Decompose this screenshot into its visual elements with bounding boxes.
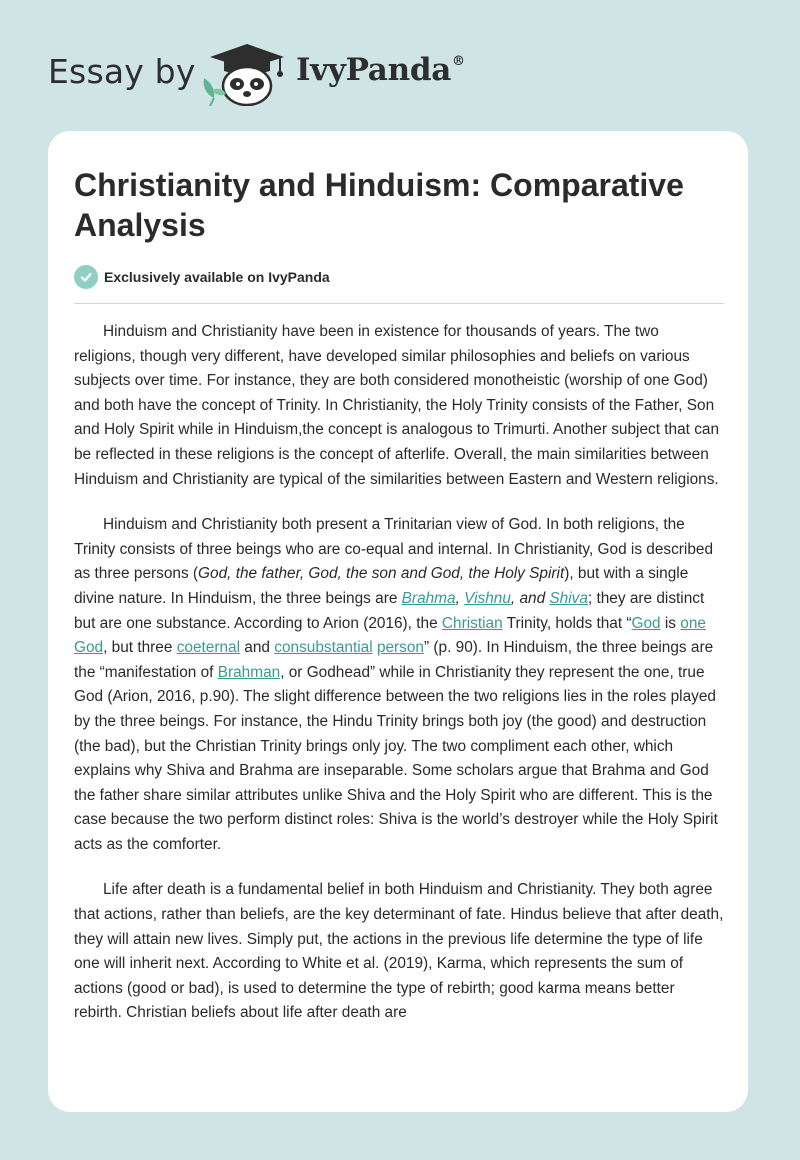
text-span: ), but with a single divine nature. In Hinduism, the three beings are (74, 565, 689, 607)
link-god[interactable]: God (631, 614, 661, 632)
link-person[interactable]: person (376, 639, 424, 657)
brand-label: IvyPanda (296, 52, 451, 88)
link-vishnu[interactable]: Vishnu (464, 589, 511, 607)
italic-span: God, the father, God, the son and God, the Holy Spirit (198, 565, 565, 583)
brand-name (296, 52, 465, 88)
link-coeternal[interactable]: coeternal (176, 639, 241, 657)
text-span: ; they are distinct but are one substance. According to Arion (2016), the (74, 589, 705, 632)
article-body (74, 320, 724, 1047)
text-span: , (455, 589, 465, 607)
registered-mark: ® (452, 54, 465, 69)
text-span: , or Godhead” while in Christianity they represent the one, true God (Arion, 2016, p.90). The slight difference between the two religions lies in the roles played by the three beings. For instance, the Hindu Trinity brings both joy (the good) and destruction (the bad), but the Christian Trinity brings only joy. The two compliment each other, which explains why Shiva and Brahma are inseparable. Some scholars argue that Brahma and God the father share similar attributes unlike Shiva and the Holy Spirit who are different. This is the case because the two perform distinct roles: Shiva is the world’s destroyer while the Holy Spirit acts as the comforter. (74, 663, 718, 853)
text-span: is (660, 614, 681, 632)
exclusive-label: Exclusively available on IvyPanda (104, 269, 330, 285)
link-shiva[interactable]: Shiva (549, 589, 588, 607)
paragraph-1: Hinduism and Christianity have been in existence for thousands of years. The two religions, though very different, have developed similar philosophies and beliefs on various subjects over time. For instance, they are both considered monotheistic (worship of one God) and both have the concept of Trinity. In Christianity, the Holy Trinity consists of the Father, Son and Holy Spirit while in Hinduism,the concept is analogous to Trimurti. Another subject that can be reflected in these religions is the concept of afterlife. Overall, the main similarities between Hinduism and Christianity are typical of the similarities between Eastern and Western religions. (74, 323, 720, 488)
link-one-god[interactable]: one God (74, 614, 706, 657)
link-brahma[interactable]: Brahma (401, 589, 456, 607)
site-header (0, 0, 800, 120)
text-span: Hinduism and Christianity both present a Trinitarian view of God. In both religions, the Trinity consists of three beings who are co-equal and internal. In Christianity, God is described as three persons ( (74, 516, 714, 583)
paragraph-3: Life after death is a fundamental belief in both Hinduism and Christianity. They both agree that actions, rather than beliefs, are the key determinant of fate. Hindus believe that after death, they will attain new lives. Simply put, the actions in the previous life determine the type of life one will inherit next. According to White et al. (2019), Karma, which represents the sum of actions (good or bad), is used to determine the type of rebirth; good karma means better rebirth. Christian beliefs about life after death are (74, 881, 724, 1022)
panda-logo-icon (200, 40, 290, 106)
link-consubstantial[interactable]: consubstantial (274, 639, 373, 657)
text-span: , and (510, 589, 550, 607)
paragraph-2 (74, 513, 724, 857)
text-span: Trinity, holds that “ (502, 614, 632, 632)
text-span: and (240, 639, 275, 657)
check-icon (74, 265, 98, 289)
text-span: , but three (103, 639, 177, 657)
divider (74, 303, 724, 304)
article-card (48, 131, 748, 1112)
link-christian[interactable]: Christian (441, 614, 503, 632)
essay-by-label: Essay by (48, 52, 196, 91)
article-title: Christianity and Hinduism: Comparative Analysis (74, 167, 684, 243)
text-span: ” (p. 90). In Hinduism, the three beings are the “manifestation of (74, 639, 714, 681)
link-brahman[interactable]: Brahman (217, 663, 281, 681)
exclusive-badge (74, 264, 330, 290)
